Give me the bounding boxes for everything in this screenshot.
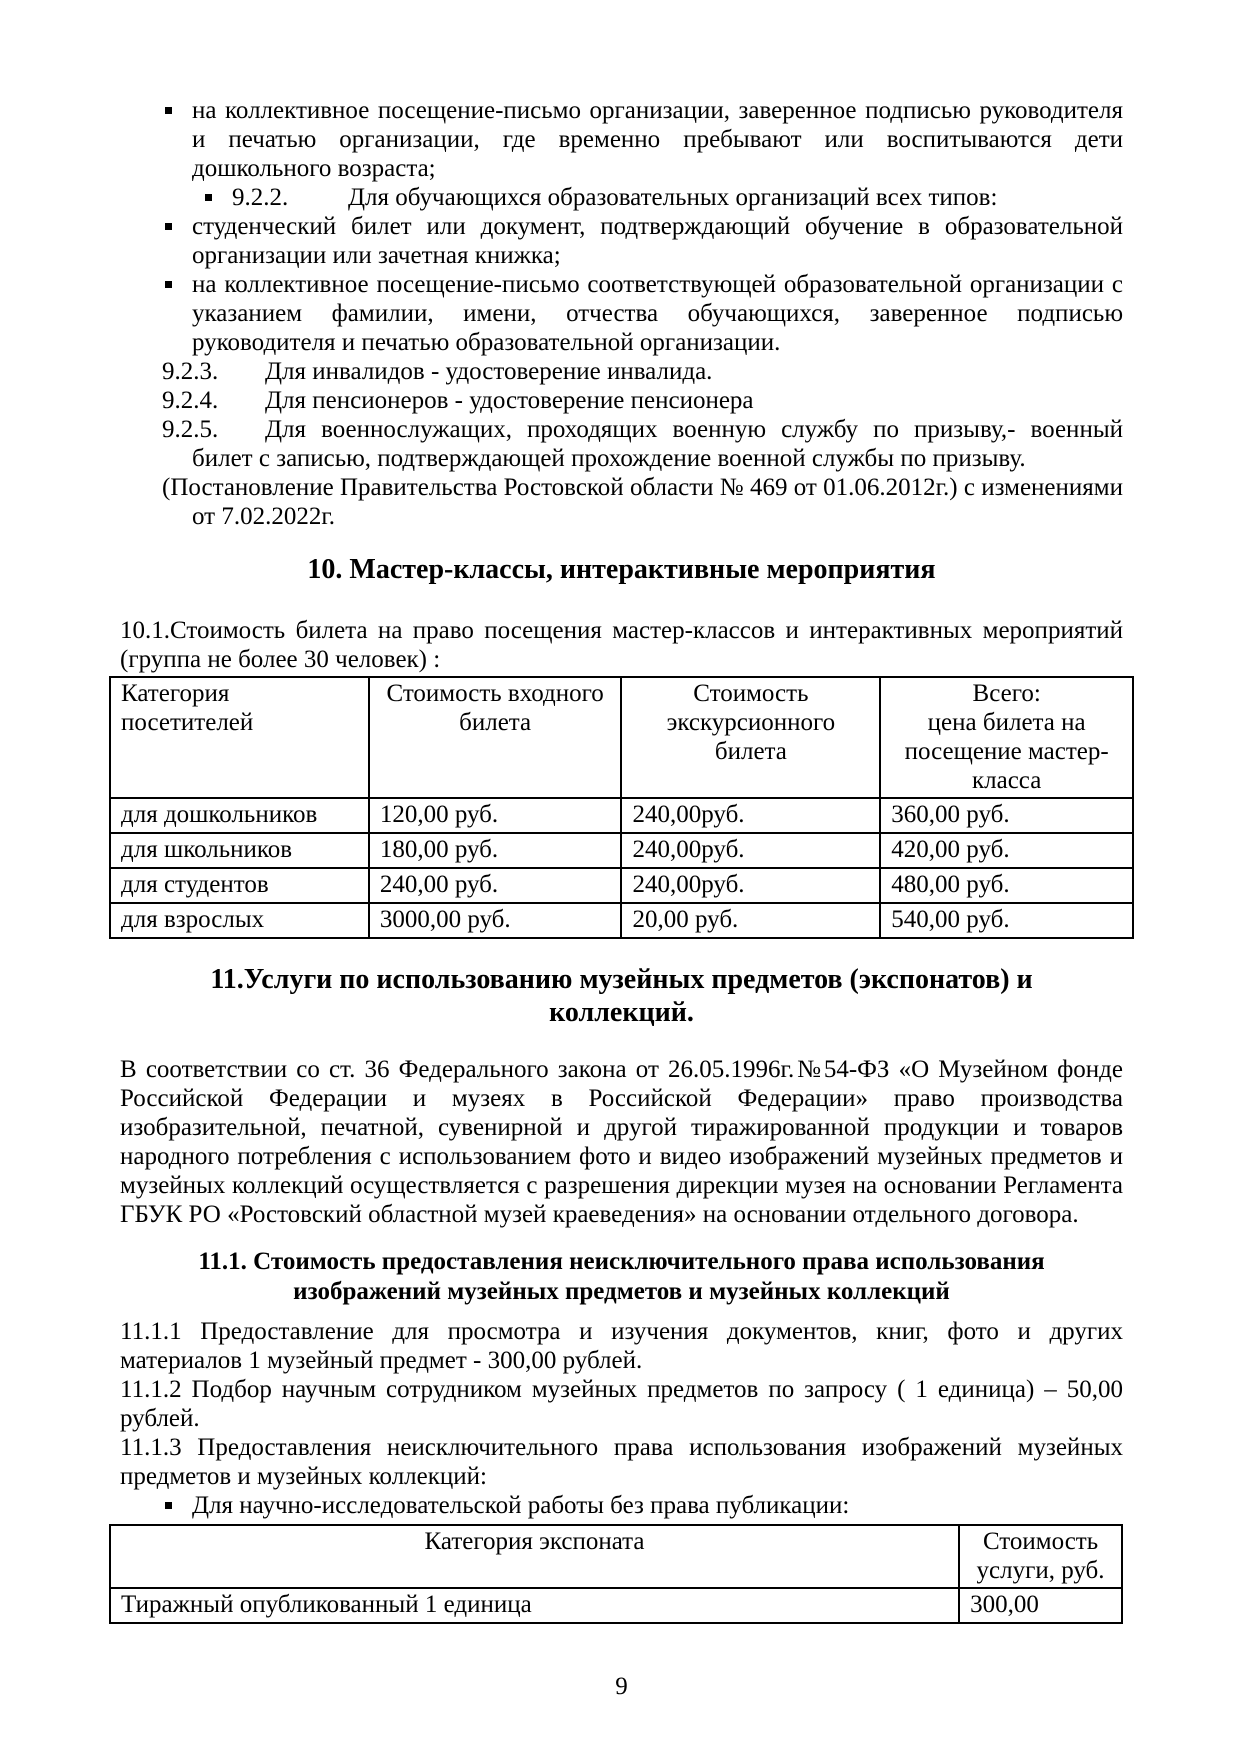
table-cell: Тиражный опубликованный 1 единица bbox=[110, 1588, 959, 1623]
table-header-cell: Стоимость входного билета bbox=[369, 677, 622, 798]
table-cell: 240,00руб. bbox=[621, 868, 880, 903]
clause-number: 9.2.4. bbox=[162, 387, 219, 414]
table-cell: для студентов bbox=[110, 868, 369, 903]
exhibit-price-table bbox=[109, 1524, 1123, 1624]
clause-11-1-1: 11.1.1 Предоставление для просмотра и изучения документов, книг, фото и других материалов 1 музейный предмет - 300,00 рублей. bbox=[120, 1318, 1123, 1374]
table-cell: 240,00руб. bbox=[621, 833, 880, 868]
table-cell: для взрослых bbox=[110, 903, 369, 938]
table-header-cell: Стоимость услуги, руб. bbox=[959, 1525, 1122, 1588]
table-cell: 540,00 руб. bbox=[880, 903, 1133, 938]
section-11-heading: 11.Услуги по использованию музейных предметов (экспонатов) и коллекций. bbox=[210, 964, 1033, 1028]
clause-11-1-2: 11.1.2 Подбор научным сотрудником музейных предметов по запросу ( 1 единица) – 50,00 рублей. bbox=[120, 1376, 1123, 1432]
table-cell: 20,00 руб. bbox=[621, 903, 880, 938]
list-item bbox=[120, 96, 1123, 183]
list-item bbox=[120, 212, 1123, 270]
section-9-list bbox=[120, 96, 1123, 531]
table-cell: 240,00 руб. bbox=[369, 868, 622, 903]
bullet-square-icon bbox=[165, 107, 172, 114]
table-header-cell: Категория посетителей bbox=[110, 677, 369, 798]
clause-9-2-4 bbox=[120, 386, 1123, 415]
bullet-square-icon bbox=[165, 281, 172, 288]
clause-text: Для обучающихся образовательных организаций всех типов: bbox=[348, 184, 998, 211]
list-item-text: на коллективное посещение-письмо организации, заверенное подписью руководителя и печатью организации, где временно пребывают или воспитываются дети дошкольного возраста; bbox=[192, 97, 1123, 182]
clause-text: Для пенсионеров - удостоверение пенсионера bbox=[265, 387, 754, 414]
table-row bbox=[110, 798, 1133, 833]
list-item-9-2-2 bbox=[120, 183, 1123, 212]
table-header-cell: Стоимость экскурсионного билета bbox=[621, 677, 880, 798]
section-11-intro: В соответствии со ст. 36 Федерального закона от 26.05.1996г.№54-ФЗ «О Музейном фонде Российской Федерации и музеях в Российской Федерации» право производства изобразительной, печатной, сувенирной и другой тиражированной продукции и товаров народного потребления с использованием фото и видео изображений музейных предметов и музейных коллекций осуществляется с разрешения дирекции музея на основании Регламента ГБУК РО «Ростовский областной музей краеведения» на основании отдельного договора. bbox=[120, 1056, 1123, 1228]
table-cell: 120,00 руб. bbox=[369, 798, 622, 833]
page-number: 9 bbox=[615, 1673, 628, 1700]
bullet-square-icon bbox=[165, 1502, 172, 1509]
list-item bbox=[120, 1491, 1123, 1520]
table-row bbox=[110, 868, 1133, 903]
bullet-square-icon bbox=[165, 223, 172, 230]
table-row bbox=[110, 833, 1133, 868]
clause-9-2-5 bbox=[120, 415, 1123, 473]
table-cell: для дошкольников bbox=[110, 798, 369, 833]
list-item-text: на коллективное посещение-письмо соответствующей образовательной организации с указанием фамилии, имени, отчества обучающихся, заверенное подписью руководителя и печатью образовательной организации. bbox=[192, 271, 1123, 356]
clause-number: 9.2.3. bbox=[162, 358, 219, 385]
document-page bbox=[120, 96, 1123, 1701]
table-row bbox=[110, 903, 1133, 938]
table-header-row bbox=[110, 1525, 1122, 1588]
table-cell: 240,00руб. bbox=[621, 798, 880, 833]
decree-note: (Постановление Правительства Ростовской области № 469 от 01.06.2012г.) с изменениями от 7.02.2022г. bbox=[162, 474, 1123, 530]
clause-11-1-3: 11.1.3 Предоставления неисключительного права использования изображений музейных предметов и музейных коллекций: bbox=[120, 1434, 1123, 1490]
table-header-row bbox=[110, 677, 1133, 798]
clause-number: 9.2.5. bbox=[162, 416, 219, 443]
table-cell: 300,00 bbox=[959, 1588, 1122, 1623]
table-header-cell: Всего: цена билета на посещение мастер- класса bbox=[880, 677, 1133, 798]
table-cell: 180,00 руб. bbox=[369, 833, 622, 868]
table-cell: 480,00 руб. bbox=[880, 868, 1133, 903]
clause-text: Для военнослужащих, проходящих военную службу по призыву,- военный билет с записью, подтверждающей прохождение военной службы по призыву. bbox=[192, 416, 1123, 472]
table-header-cell: Категория экспоната bbox=[110, 1525, 959, 1588]
clause-text: Для инвалидов - удостоверение инвалида. bbox=[265, 358, 713, 385]
clause-number: 9.2.2. bbox=[232, 184, 289, 211]
list-item-text: Для научно-исследовательской работы без права публикации: bbox=[192, 1492, 850, 1519]
clause-9-2-3 bbox=[120, 357, 1123, 386]
bullet-square-icon bbox=[205, 194, 212, 201]
section-10-heading: 10. Мастер-классы, интерактивные мероприятия bbox=[307, 554, 936, 585]
masterclass-price-table bbox=[109, 676, 1134, 939]
list-item-text: студенческий билет или документ, подтверждающий обучение в образовательной организации или зачетная книжка; bbox=[192, 213, 1123, 269]
section-11-1-heading: 11.1. Стоимость предоставления неисключительного права использования изображений музейных предметов и музейных коллекций bbox=[198, 1248, 1045, 1305]
table-row bbox=[110, 1588, 1122, 1623]
table-cell: для школьников bbox=[110, 833, 369, 868]
table-cell: 3000,00 руб. bbox=[369, 903, 622, 938]
table-cell: 420,00 руб. bbox=[880, 833, 1133, 868]
table-cell: 360,00 руб. bbox=[880, 798, 1133, 833]
list-item bbox=[120, 270, 1123, 357]
section-10-intro: 10.1.Стоимость билета на право посещения мастер-классов и интерактивных мероприятий (группа не более 30 человек) : bbox=[120, 617, 1123, 673]
